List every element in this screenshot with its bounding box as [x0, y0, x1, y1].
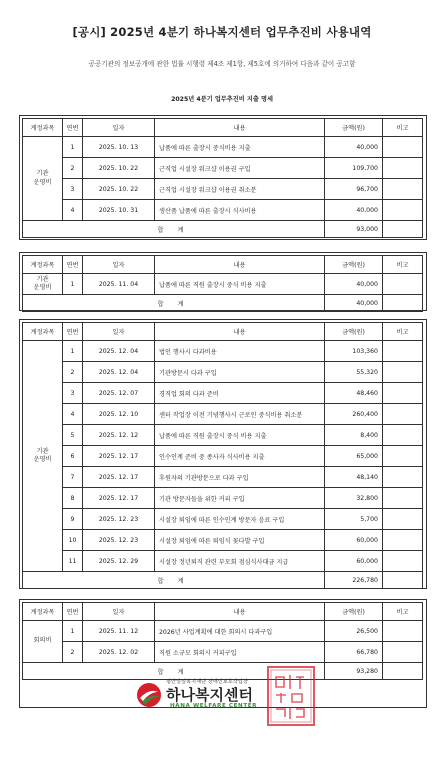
org-small-label: 평안일일복지재단 장애인보호작업장 — [166, 679, 248, 685]
table-header-row — [23, 119, 423, 137]
hana-welfare-logo-icon — [136, 682, 162, 708]
header-note: 비고 — [383, 323, 423, 341]
cell-amount: 55,320 — [325, 362, 383, 383]
table-row — [23, 137, 423, 158]
table-row — [23, 530, 423, 551]
cell-note — [383, 551, 423, 572]
total-row — [23, 221, 423, 238]
expense-table-oct — [22, 118, 423, 238]
header-content: 내용 — [155, 603, 325, 621]
cell-content: 직원 소규모 회의시 커피구입 — [155, 642, 325, 663]
cell-content: 센터 작업장 이전 기념행사시 근로인 중식비용 취소분 — [155, 404, 325, 425]
header-account: 계정과목 — [23, 603, 63, 621]
cell-amount: 26,500 — [325, 621, 383, 642]
cell-note — [383, 200, 423, 221]
table-row — [23, 179, 423, 200]
cell-no: 1 — [63, 341, 83, 362]
account-cell: 회의비 — [23, 621, 63, 663]
total-note — [383, 572, 423, 589]
total-label: 합 계 — [23, 295, 325, 312]
table-row — [23, 274, 423, 295]
cell-note — [383, 509, 423, 530]
header-content: 내용 — [155, 119, 325, 137]
cell-no: 3 — [63, 383, 83, 404]
table-row — [23, 383, 423, 404]
table-row — [23, 425, 423, 446]
cell-no: 1 — [63, 621, 83, 642]
cell-amount: 48,140 — [325, 467, 383, 488]
cell-content: 납품에 따른 출장시 중식비용 지출 — [155, 137, 325, 158]
cell-note — [383, 137, 423, 158]
cell-no: 9 — [63, 509, 83, 530]
total-label: 합 계 — [23, 663, 325, 680]
cell-no: 6 — [63, 446, 83, 467]
org-name: 하나복지센터 — [166, 686, 253, 704]
header-no: 연번 — [63, 256, 83, 274]
cell-date: 2025. 12. 17 — [83, 467, 155, 488]
cell-amount: 103,360 — [325, 341, 383, 362]
cell-content: 인수인계 준비 중 종사자 식사비용 지출 — [155, 446, 325, 467]
cell-amount: 5,700 — [325, 509, 383, 530]
cell-note — [383, 446, 423, 467]
cell-note — [383, 383, 423, 404]
header-note: 비고 — [383, 256, 423, 274]
cell-no: 2 — [63, 362, 83, 383]
cell-content: 근직업 시설장 워크샵 이용권 구입 — [155, 158, 325, 179]
cell-amount: 40,000 — [325, 137, 383, 158]
total-note — [383, 663, 423, 680]
header-content: 내용 — [155, 256, 325, 274]
cell-date: 2025. 10. 13 — [83, 137, 155, 158]
cell-no: 3 — [63, 179, 83, 200]
cell-note — [383, 488, 423, 509]
cell-date: 2025. 12. 10 — [83, 404, 155, 425]
header-note: 비고 — [383, 603, 423, 621]
account-cell: 기관 운영비 — [23, 274, 63, 295]
cell-note — [383, 621, 423, 642]
cell-amount: 48,460 — [325, 383, 383, 404]
total-amount: 40,000 — [325, 295, 383, 312]
table-row — [23, 158, 423, 179]
cell-content: 기관방문시 다과 구입 — [155, 362, 325, 383]
header-no: 연번 — [63, 323, 83, 341]
cell-content: 기관 방문자들을 위한 커피 구입 — [155, 488, 325, 509]
cell-note — [383, 341, 423, 362]
cell-amount: 65,000 — [325, 446, 383, 467]
total-label: 합 계 — [23, 572, 325, 589]
cell-note — [383, 179, 423, 200]
total-row — [23, 295, 423, 312]
cell-note — [383, 274, 423, 295]
header-content: 내용 — [155, 323, 325, 341]
table-row — [23, 341, 423, 362]
cell-note — [383, 158, 423, 179]
cell-content: 후원자의 기관방문으로 다과 구입 — [155, 467, 325, 488]
cell-date: 2025. 11. 04 — [83, 274, 155, 295]
org-english-name: HANA WELFARE CENTER — [170, 703, 258, 709]
cell-content: 시설장 정년퇴직 관련 부모회 점심식사대금 지급 — [155, 551, 325, 572]
expense-table-dec — [22, 322, 423, 589]
table-row — [23, 362, 423, 383]
cell-no: 5 — [63, 425, 83, 446]
cell-date: 2025. 12. 23 — [83, 509, 155, 530]
cell-content: 시설장 퇴임에 따른 퇴임식 꽃다발 구입 — [155, 530, 325, 551]
table-row — [23, 509, 423, 530]
cell-date: 2025. 12. 23 — [83, 530, 155, 551]
cell-no: 4 — [63, 200, 83, 221]
header-account: 계정과목 — [23, 323, 63, 341]
cell-date: 2025. 12. 29 — [83, 551, 155, 572]
cell-amount: 40,000 — [325, 274, 383, 295]
cell-no: 11 — [63, 551, 83, 572]
cell-content: 납품에 따른 직원 출장시 중식 비용 지출 — [155, 425, 325, 446]
account-cell: 기관 운영비 — [23, 137, 63, 221]
cell-date: 2025. 12. 12 — [83, 425, 155, 446]
cell-note — [383, 362, 423, 383]
cell-date: 2025. 10. 22 — [83, 158, 155, 179]
cell-amount: 60,000 — [325, 530, 383, 551]
cell-note — [383, 404, 423, 425]
cell-content: 납품에 따른 직원 출장시 중식 비용 지출 — [155, 274, 325, 295]
cell-date: 2025. 10. 31 — [83, 200, 155, 221]
table-heading: 2025년 4분기 업무추진비 지출 명세 — [171, 96, 273, 103]
cell-no: 8 — [63, 488, 83, 509]
cell-date: 2025. 12. 02 — [83, 642, 155, 663]
total-amount: 93,000 — [325, 221, 383, 238]
cell-note — [383, 530, 423, 551]
cell-date: 2025. 12. 07 — [83, 383, 155, 404]
cell-content: 경직업 회의 다과 준비 — [155, 383, 325, 404]
header-amount: 금액(원) — [325, 323, 383, 341]
cell-date: 2025. 11. 12 — [83, 621, 155, 642]
cell-no: 10 — [63, 530, 83, 551]
header-amount: 금액(원) — [325, 119, 383, 137]
table-row — [23, 551, 423, 572]
cell-no: 2 — [63, 158, 83, 179]
cell-note — [383, 642, 423, 663]
table-header-row — [23, 256, 423, 274]
expense-table-nov — [22, 255, 423, 312]
header-date: 일자 — [83, 256, 155, 274]
cell-content: 생산품 납품에 따른 출장시 식사비용 — [155, 200, 325, 221]
cell-date: 2025. 10. 22 — [83, 179, 155, 200]
total-label: 합 계 — [23, 221, 325, 238]
total-note — [383, 295, 423, 312]
header-no: 연번 — [63, 119, 83, 137]
page-title: [공시] 2025년 4분기 하나복지센터 업무추진비 사용내역 — [72, 25, 372, 39]
expense-table-meeting — [22, 602, 423, 680]
table-row — [23, 200, 423, 221]
total-row — [23, 572, 423, 589]
cell-no: 7 — [63, 467, 83, 488]
cell-content: 2026년 사업계획에 대한 회의시 다과구입 — [155, 621, 325, 642]
cell-content: 근직업 시설장 워크샵 이용권 취소분 — [155, 179, 325, 200]
total-amount: 93,280 — [325, 663, 383, 680]
table-header-row — [23, 603, 423, 621]
table-row — [23, 621, 423, 642]
cell-amount: 40,000 — [325, 200, 383, 221]
cell-amount: 96,700 — [325, 179, 383, 200]
header-account: 계정과목 — [23, 256, 63, 274]
account-cell: 기관 운영비 — [23, 341, 63, 572]
cell-note — [383, 425, 423, 446]
cell-no: 4 — [63, 404, 83, 425]
header-date: 일자 — [83, 603, 155, 621]
cell-amount: 260,400 — [325, 404, 383, 425]
table-header-row — [23, 323, 423, 341]
header-date: 일자 — [83, 119, 155, 137]
cell-date: 2025. 12. 04 — [83, 341, 155, 362]
cell-content: 시설장 퇴임에 따른 인수인계 방문자 음료 구입 — [155, 509, 325, 530]
red-official-seal — [266, 665, 316, 727]
cell-content: 법인 행사시 다과비용 — [155, 341, 325, 362]
cell-amount: 60,000 — [325, 551, 383, 572]
cell-date: 2025. 12. 04 — [83, 362, 155, 383]
org-logo — [136, 678, 276, 712]
page-subtitle: 공공기관의 정보공개에 관한 법률 시행령 제4조 제1항, 제5호에 의거하여 다음과 같이 공고함 — [88, 60, 356, 68]
cell-no: 1 — [63, 137, 83, 158]
header-account: 계정과목 — [23, 119, 63, 137]
cell-note — [383, 467, 423, 488]
header-amount: 금액(원) — [325, 256, 383, 274]
table-row — [23, 404, 423, 425]
total-row — [23, 663, 423, 680]
total-note — [383, 221, 423, 238]
cell-date: 2025. 12. 17 — [83, 446, 155, 467]
cell-amount: 66,780 — [325, 642, 383, 663]
table-row — [23, 446, 423, 467]
header-date: 일자 — [83, 323, 155, 341]
header-amount: 금액(원) — [325, 603, 383, 621]
cell-no: 1 — [63, 274, 83, 295]
cell-amount: 8,400 — [325, 425, 383, 446]
total-amount: 226,780 — [325, 572, 383, 589]
table-row — [23, 642, 423, 663]
header-no: 연번 — [63, 603, 83, 621]
cell-amount: 32,800 — [325, 488, 383, 509]
cell-no: 2 — [63, 642, 83, 663]
cell-amount: 109,700 — [325, 158, 383, 179]
table-row — [23, 488, 423, 509]
cell-date: 2025. 12. 17 — [83, 488, 155, 509]
table-row — [23, 467, 423, 488]
header-note: 비고 — [383, 119, 423, 137]
